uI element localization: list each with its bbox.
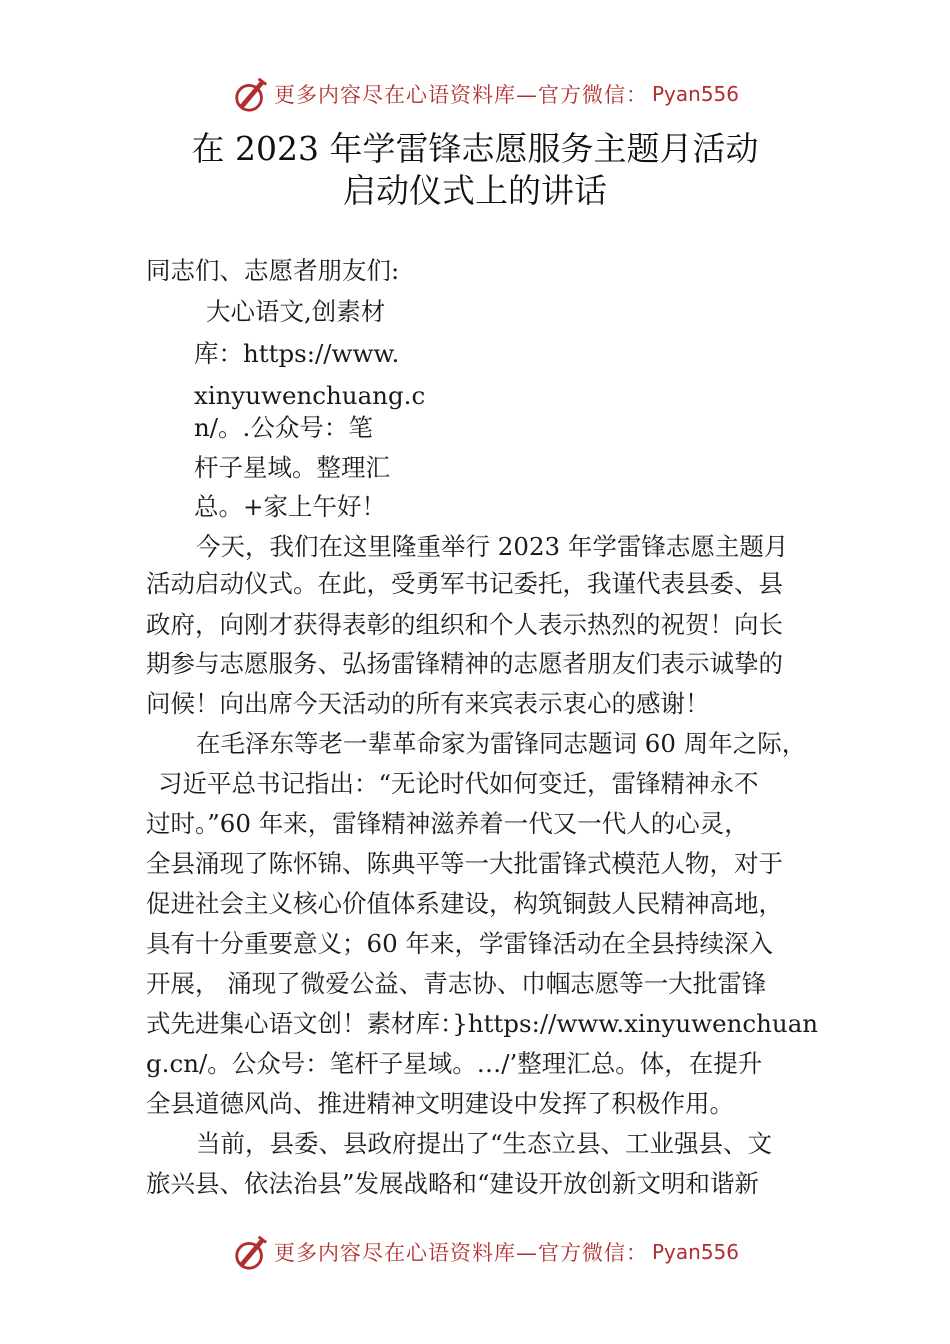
text-line: 活动启动仪式。在此，受勇军书记委托，我谨代表县委、县: [146, 569, 783, 598]
text-line: 旅兴县、依法治县”发展战略和“建设开放创新文明和谐新: [146, 1169, 760, 1198]
text-line: 过时。”60 年来，雷锋精神滋养着一代又一代人的心灵，: [146, 809, 749, 838]
text-line: 杆子星域。整理汇: [194, 453, 390, 482]
text-line: 期参与志愿服务、弘扬雷锋精神的志愿者朋友们表示诚挚的: [146, 649, 783, 678]
banner-handle: Pyan556: [652, 82, 740, 106]
text-line: g.cn/。公众号：笔杆子星域。…/’整理汇总。体，在提升: [146, 1049, 763, 1078]
text-line: 政府，向刚才获得表彰的组织和个人表示热烈的祝贺！向长: [146, 610, 783, 639]
banner-handle: Pyan556: [652, 1240, 740, 1264]
page-title-line-1: 在 2023 年学雷锋志愿服务主题月活动: [191, 129, 759, 168]
text-line: 总。+家上午好！: [194, 492, 387, 521]
footer-banner: [232, 1232, 739, 1272]
text-line: 全县涌现了陈怀锦、陈典平等一大批雷锋式模范人物，对于: [146, 849, 783, 878]
text-line: 全县道德风尚、推进精神文明建设中发挥了积极作用。: [146, 1089, 734, 1118]
text-line: 开展， 涌现了微爱公益、青志协、巾帼志愿等一大批雷锋: [146, 969, 767, 998]
text-line: 具有十分重要意义；60 年来，学雷锋活动在全县持续深入: [146, 929, 773, 958]
pen-logo-icon: [232, 1233, 270, 1271]
text-line: 问候！向出席今天活动的所有来宾表示衷心的感谢！: [146, 689, 710, 718]
banner-text: 更多内容尽在心语资料库—官方微信：: [274, 1241, 648, 1265]
text-line: 在毛泽东等老一辈革命家为雷锋同志题词 60 周年之际，: [196, 729, 807, 758]
text-line: 促进社会主义核心价值体系建设，构筑铜鼓人民精神高地，: [146, 889, 783, 918]
page-title-line-2: 启动仪式上的讲话: [343, 171, 607, 210]
header-banner: [232, 74, 739, 114]
text-line: n/。.公众号：笔: [194, 413, 373, 442]
text-line: xinyuwenchuang.c: [194, 381, 426, 410]
text-line: 习近平总书记指出：“无论时代如何变迁，雷锋精神永不: [158, 769, 759, 798]
text-line: 大心语文,创素材: [206, 297, 386, 326]
banner-text: 更多内容尽在心语资料库—官方微信：: [274, 83, 648, 107]
pen-logo-icon: [232, 75, 270, 113]
text-line: 当前，县委、县政府提出了“生态立县、工业强县、文: [196, 1129, 773, 1158]
text-line: 式先进集心语文创！素材库：}https://www.xinyuwenchuan: [146, 1009, 819, 1038]
greeting-line: 同志们、志愿者朋友们:: [146, 256, 400, 285]
text-line: 今天，我们在这里隆重举行 2023 年学雷锋志愿主题月: [196, 532, 789, 561]
text-line: 库：https://www.: [194, 339, 400, 368]
